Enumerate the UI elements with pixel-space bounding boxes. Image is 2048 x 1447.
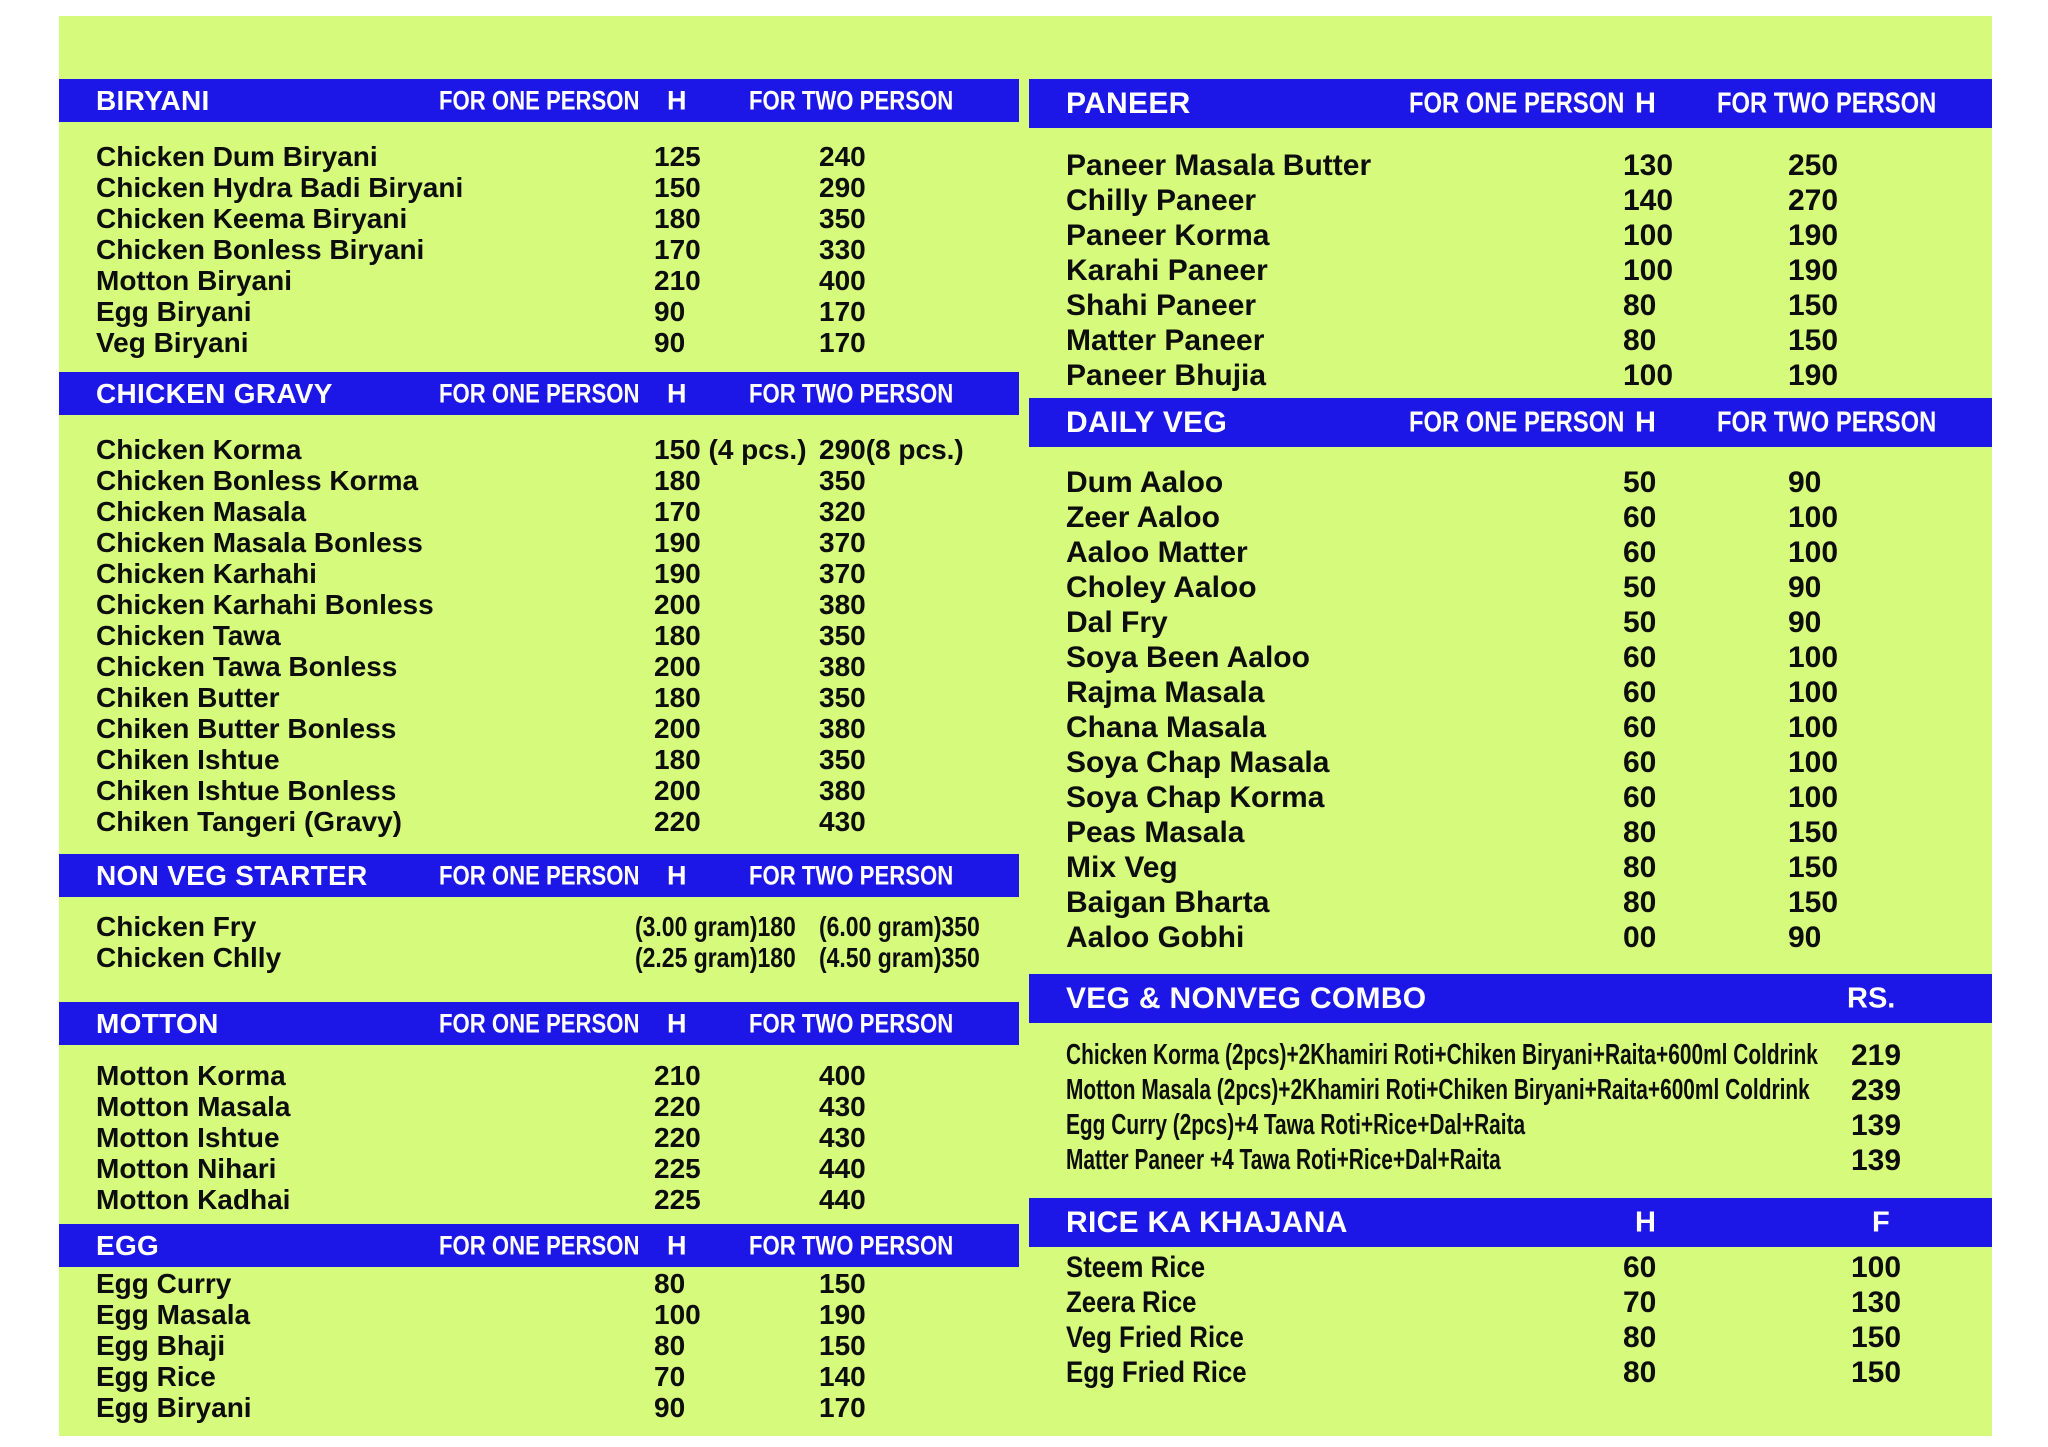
item-price-two: 90 [1788, 921, 1822, 954]
list-item [59, 558, 1019, 589]
list-item [1029, 710, 1992, 745]
list-item [59, 265, 1019, 296]
list-item [59, 1299, 1019, 1330]
item-price-two: 100 [1788, 746, 1839, 779]
item-price-one: 50 [1623, 606, 1657, 639]
header-for-two-person: FOR TWO PERSON [1717, 406, 1937, 438]
section-title: RICE KA KHAJANA [1066, 1205, 1348, 1239]
item-price-one: 100 [1623, 219, 1674, 252]
list-item [59, 496, 1019, 527]
item-price-one: 80 [1623, 289, 1657, 322]
item-price-one: 60 [1623, 536, 1657, 569]
item-price-two: 170 [819, 296, 866, 327]
header-h: H [667, 1230, 687, 1260]
item-price-two: 440 [819, 1184, 866, 1215]
list-item [1029, 148, 1992, 183]
item-name: Zeera Rice [1066, 1286, 1197, 1319]
section-title: NON VEG STARTER [96, 859, 368, 891]
item-name: Choley Aaloo [1066, 571, 1257, 604]
item-name: Egg Biryani [96, 1392, 252, 1423]
item-price-half: 70 [1623, 1286, 1657, 1319]
item-price-two: 140 [819, 1361, 866, 1392]
section-header-bar [1029, 79, 1992, 128]
list-item [1029, 745, 1992, 780]
item-price-one: 80 [654, 1330, 686, 1361]
list-item [59, 775, 1019, 806]
item-name: Steem Rice [1066, 1251, 1206, 1284]
header-h: H [667, 1008, 687, 1038]
item-name: Paneer Masala Butter [1066, 149, 1372, 182]
list-item [59, 589, 1019, 620]
item-price-one: 80 [1623, 324, 1657, 357]
item-price-two: 350 [819, 620, 866, 651]
item-name: Zeer Aaloo [1066, 501, 1220, 534]
item-price-one: 130 [1623, 149, 1674, 182]
list-item [59, 434, 1019, 465]
item-name: Chicken Keema Biryani [96, 203, 408, 234]
item-name: Veg Fried Rice [1066, 1321, 1244, 1354]
header-for-one-person: FOR ONE PERSON [1409, 406, 1625, 438]
item-name: Egg Curry (2pcs)+4 Tawa Roti+Rice+Dal+Raita [1066, 1109, 1526, 1141]
item-price-two: 100 [1788, 781, 1839, 814]
item-price-one: (3.00 gram)180 [635, 911, 796, 942]
item-name: Motton Nihari [96, 1153, 277, 1184]
item-name: Baigan Bharta [1066, 886, 1270, 919]
section-header-bar [59, 1224, 1019, 1267]
item-price: 139 [1851, 1109, 1902, 1142]
item-price-two: 240 [819, 141, 866, 172]
item-price-one: 125 [654, 141, 701, 172]
item-name: Egg Fried Rice [1066, 1356, 1247, 1389]
item-price-two: 100 [1788, 711, 1839, 744]
item-name: Chicken Chlly [96, 942, 282, 973]
list-item [59, 713, 1019, 744]
header-for-two-person: FOR TWO PERSON [749, 1230, 954, 1260]
item-name: Motton Ishtue [96, 1122, 280, 1153]
item-price-two: 350 [819, 465, 866, 496]
header-for-two-person: FOR TWO PERSON [749, 860, 954, 890]
item-price-two: 440 [819, 1153, 866, 1184]
item-name: Chicken Dum Biryani [96, 141, 378, 172]
combo-name-wrap [1066, 1108, 1704, 1143]
list-item [1029, 358, 1992, 393]
item-name: Chiken Tangeri (Gravy) [96, 806, 403, 837]
item-price-two: (4.50 gram)350 [819, 942, 980, 973]
list-item [59, 1361, 1019, 1392]
item-price-full: 100 [1851, 1251, 1902, 1284]
list-item [59, 1392, 1019, 1423]
item-name: Chicken Korma (2pcs)+2Khamiri Roti+Chiken Biryani+Raita+600ml Coldrink [1066, 1039, 1818, 1071]
item-price-two-wrap [819, 942, 1015, 973]
item-name: Chiken Butter [96, 682, 280, 713]
item-price-half: 80 [1623, 1356, 1657, 1389]
header-for-two-person: FOR TWO PERSON [1717, 87, 1937, 119]
item-price-two-wrap [819, 911, 1015, 942]
list-item [59, 527, 1019, 558]
item-price-one: 80 [1623, 816, 1657, 849]
item-price-one: 80 [1623, 886, 1657, 919]
item-price-one: 80 [1623, 851, 1657, 884]
item-price-half: 60 [1623, 1251, 1657, 1284]
item-price-two: 190 [1788, 219, 1839, 252]
list-item [1029, 1250, 1992, 1285]
item-price-two: 150 [1788, 289, 1839, 322]
item-price-two: 380 [819, 775, 866, 806]
item-name: Motton Masala [96, 1091, 291, 1122]
item-price-one: 60 [1623, 676, 1657, 709]
header-for-one-person: FOR ONE PERSON [439, 85, 640, 115]
item-price-one: 190 [654, 527, 701, 558]
item-name: Motton Masala (2pcs)+2Khamiri Roti+Chiken Biryani+Raita+600ml Coldrink [1066, 1074, 1810, 1106]
item-price-two: 430 [819, 1091, 866, 1122]
header-for-one-person: FOR ONE PERSON [1409, 87, 1625, 119]
item-price-one: 60 [1623, 641, 1657, 674]
section-title: EGG [96, 1229, 160, 1261]
item-name: Karahi Paneer [1066, 254, 1268, 287]
list-item [59, 465, 1019, 496]
list-item [1029, 1285, 1992, 1320]
list-item [1029, 605, 1992, 640]
item-price: 239 [1851, 1074, 1902, 1107]
item-name: Chicken Fry [96, 911, 257, 942]
item-price-two: 430 [819, 806, 866, 837]
list-item [59, 1184, 1019, 1215]
item-name: Paneer Korma [1066, 219, 1270, 252]
list-item [1029, 885, 1992, 920]
list-item [59, 744, 1019, 775]
section-title: PANEER [1066, 86, 1191, 120]
combo-name-wrap [1066, 1143, 1670, 1178]
item-price-one: 150 (4 pcs.) [654, 434, 807, 465]
item-name: Matter Paneer +4 Tawa Roti+Rice+Dal+Raita [1066, 1144, 1501, 1176]
item-price-two: 90 [1788, 466, 1822, 499]
header-for-two-person: FOR TWO PERSON [749, 85, 954, 115]
item-name: Chicken Tawa [96, 620, 281, 651]
list-item [1029, 500, 1992, 535]
header-for-one-person: FOR ONE PERSON [439, 1230, 640, 1260]
item-name: Chicken Korma [96, 434, 302, 465]
list-item [1029, 323, 1992, 358]
item-price-one: 100 [654, 1299, 701, 1330]
header-for-two-person: FOR TWO PERSON [749, 378, 954, 408]
item-price-one: 225 [654, 1184, 701, 1215]
item-price-two: 380 [819, 589, 866, 620]
item-price-two: 100 [1788, 501, 1839, 534]
list-item [59, 203, 1019, 234]
item-price-full: 130 [1851, 1286, 1902, 1319]
item-name: Chicken Hydra Badi Biryani [96, 172, 464, 203]
item-price-two: 370 [819, 527, 866, 558]
item-price-two: 350 [819, 744, 866, 775]
list-item [1029, 570, 1992, 605]
header-for-one-person: FOR ONE PERSON [439, 1008, 640, 1038]
section-header-bar [59, 79, 1019, 122]
item-price-two: (6.00 gram)350 [819, 911, 980, 942]
item-name: Aaloo Matter [1066, 536, 1248, 569]
list-item [1029, 1108, 1992, 1143]
item-name: Motton Korma [96, 1060, 286, 1091]
section-title: CHICKEN GRAVY [96, 377, 333, 409]
list-item [1029, 780, 1992, 815]
item-price-two: 350 [819, 203, 866, 234]
item-price-two: 380 [819, 713, 866, 744]
item-name: Egg Bhaji [96, 1330, 226, 1361]
item-name: Egg Rice [96, 1361, 216, 1392]
section-title: MOTTON [96, 1007, 219, 1039]
item-price-one: 150 [654, 172, 701, 203]
list-item [59, 682, 1019, 713]
item-name: Peas Masala [1066, 816, 1245, 849]
item-price-one: 90 [654, 1392, 686, 1423]
item-name: Paneer Bhujia [1066, 359, 1267, 392]
section-title: DAILY VEG [1066, 405, 1228, 439]
list-item [1029, 465, 1992, 500]
item-name: Motton Biryani [96, 265, 292, 296]
list-item [1029, 1355, 1992, 1390]
list-item [1029, 253, 1992, 288]
item-name: Soya Chap Masala [1066, 746, 1330, 779]
item-price-two: 380 [819, 651, 866, 682]
item-price-two: 150 [1788, 851, 1839, 884]
item-price-two: 270 [1788, 184, 1839, 217]
item-price-two: 150 [1788, 324, 1839, 357]
item-price-one: 140 [1623, 184, 1674, 217]
item-price-two: 90 [1788, 606, 1822, 639]
list-item [1029, 1143, 1992, 1178]
list-item [59, 327, 1019, 358]
list-item [1029, 218, 1992, 253]
list-item [59, 806, 1019, 837]
list-item [59, 141, 1019, 172]
rice-name-wrap [1066, 1250, 1228, 1285]
item-name: Chicken Tawa Bonless [96, 651, 398, 682]
list-item [1029, 183, 1992, 218]
header-h: H [1635, 87, 1656, 119]
item-price-one: 50 [1623, 466, 1657, 499]
item-price-one: 80 [654, 1268, 686, 1299]
list-item [1029, 815, 1992, 850]
section-header-bar [1029, 974, 1992, 1023]
list-item [1029, 640, 1992, 675]
list-item [59, 296, 1019, 327]
section-header-bar [1029, 398, 1992, 447]
item-price-two: 150 [1788, 816, 1839, 849]
item-price-one: 210 [654, 265, 701, 296]
item-price-half: 80 [1623, 1321, 1657, 1354]
item-price-two: 330 [819, 234, 866, 265]
list-item [59, 620, 1019, 651]
section-header-bar [59, 1002, 1019, 1045]
list-item [59, 1330, 1019, 1361]
item-price-one: 170 [654, 234, 701, 265]
item-price-two: 170 [819, 1392, 866, 1423]
list-item [59, 1122, 1019, 1153]
header-rs: RS. [1847, 982, 1896, 1014]
item-price-one-wrap [635, 942, 831, 973]
item-price-two: 100 [1788, 536, 1839, 569]
item-price-one: 90 [654, 327, 686, 358]
item-price-one: 90 [654, 296, 686, 327]
item-name: Soya Chap Korma [1066, 781, 1325, 814]
item-price-two: 430 [819, 1122, 866, 1153]
item-name: Egg Masala [96, 1299, 251, 1330]
list-item [1029, 288, 1992, 323]
item-name: Motton Kadhai [96, 1184, 291, 1215]
item-name: Chilly Paneer [1066, 184, 1257, 217]
item-price-one: 70 [654, 1361, 686, 1392]
item-price-one: 220 [654, 1122, 701, 1153]
item-price: 219 [1851, 1039, 1902, 1072]
item-price-two: 100 [1788, 676, 1839, 709]
item-name: Soya Been Aaloo [1066, 641, 1310, 674]
section-header-bar [59, 372, 1019, 415]
item-name: Rajma Masala [1066, 676, 1265, 709]
item-price-two: 320 [819, 496, 866, 527]
list-item [59, 172, 1019, 203]
item-price-one: (2.25 gram)180 [635, 942, 796, 973]
list-item [59, 651, 1019, 682]
item-name: Chicken Karhahi Bonless [96, 589, 434, 620]
item-price-one: 100 [1623, 254, 1674, 287]
section-header-bar [1029, 1198, 1992, 1247]
list-item [1029, 675, 1992, 710]
header-for-two-person: FOR TWO PERSON [749, 1008, 954, 1038]
section-header-bar [59, 854, 1019, 897]
item-price-one: 60 [1623, 746, 1657, 779]
rice-name-wrap [1066, 1355, 1276, 1390]
item-price-two: 100 [1788, 641, 1839, 674]
item-price-one: 220 [654, 1091, 701, 1122]
header-h: H [667, 860, 687, 890]
item-name: Matter Paneer [1066, 324, 1265, 357]
list-item [1029, 1038, 1992, 1073]
item-price-one-wrap [635, 911, 831, 942]
item-name: Chicken Masala Bonless [96, 527, 423, 558]
item-name: Egg Biryani [96, 296, 252, 327]
header-h: H [667, 85, 687, 115]
item-price-one: 60 [1623, 711, 1657, 744]
item-price-one: 100 [1623, 359, 1674, 392]
item-price-two: 150 [819, 1268, 866, 1299]
item-price-one: 180 [654, 465, 701, 496]
item-price-two: 150 [819, 1330, 866, 1361]
item-price-one: 220 [654, 806, 701, 837]
item-price-one: 50 [1623, 571, 1657, 604]
rice-name-wrap [1066, 1285, 1218, 1320]
item-price-two: 190 [819, 1299, 866, 1330]
item-price-one: 60 [1623, 781, 1657, 814]
item-name: Veg Biryani [96, 327, 249, 358]
list-item [1029, 920, 1992, 955]
item-price-one: 200 [654, 589, 701, 620]
item-name: Chicken Masala [96, 496, 307, 527]
item-name: Mix Veg [1066, 851, 1178, 884]
item-price-full: 150 [1851, 1321, 1902, 1354]
item-name: Dum Aaloo [1066, 466, 1224, 499]
item-price-full: 150 [1851, 1356, 1902, 1389]
header-half: H [1635, 1206, 1656, 1238]
item-name: Chicken Karhahi [96, 558, 317, 589]
menu-board [59, 16, 1992, 1436]
item-price-two: 370 [819, 558, 866, 589]
list-item [59, 942, 1019, 973]
header-h: H [667, 378, 687, 408]
item-price-one: 180 [654, 620, 701, 651]
item-name: Dal Fry [1066, 606, 1168, 639]
header-for-one-person: FOR ONE PERSON [439, 378, 640, 408]
item-price-one: 190 [654, 558, 701, 589]
item-price-two: 290(8 pcs.) [819, 434, 964, 465]
item-name: Chiken Ishtue [96, 744, 280, 775]
item-price-one: 210 [654, 1060, 701, 1091]
header-full: F [1872, 1206, 1890, 1238]
item-price-two: 250 [1788, 149, 1839, 182]
list-item [1029, 1073, 1992, 1108]
item-name: Chicken Bonless Korma [96, 465, 419, 496]
item-price-two: 150 [1788, 886, 1839, 919]
list-item [59, 1091, 1019, 1122]
item-price-two: 400 [819, 265, 866, 296]
item-name: Chana Masala [1066, 711, 1267, 744]
item-price: 139 [1851, 1144, 1902, 1177]
item-price-one: 180 [654, 203, 701, 234]
item-name: Egg Curry [96, 1268, 232, 1299]
item-price-one: 00 [1623, 921, 1657, 954]
item-price-one: 180 [654, 682, 701, 713]
list-item [59, 1060, 1019, 1091]
item-price-one: 200 [654, 651, 701, 682]
item-price-one: 170 [654, 496, 701, 527]
list-item [59, 1268, 1019, 1299]
item-name: Chiken Ishtue Bonless [96, 775, 397, 806]
list-item [1029, 1320, 1992, 1355]
list-item [59, 234, 1019, 265]
section-title: VEG & NONVEG COMBO [1066, 981, 1427, 1015]
rice-name-wrap [1066, 1320, 1273, 1355]
item-name: Chicken Bonless Biryani [96, 234, 425, 265]
item-price-two: 190 [1788, 254, 1839, 287]
section-title: BIRYANI [96, 84, 210, 116]
list-item [59, 1153, 1019, 1184]
item-name: Aaloo Gobhi [1066, 921, 1245, 954]
item-price-one: 200 [654, 775, 701, 806]
list-item [1029, 535, 1992, 570]
item-price-two: 190 [1788, 359, 1839, 392]
header-h: H [1635, 406, 1656, 438]
item-price-two: 350 [819, 682, 866, 713]
item-price-two: 90 [1788, 571, 1822, 604]
item-price-two: 170 [819, 327, 866, 358]
item-price-two: 290 [819, 172, 866, 203]
item-price-one: 225 [654, 1153, 701, 1184]
item-name: Shahi Paneer [1066, 289, 1257, 322]
list-item [59, 911, 1019, 942]
item-price-two: 400 [819, 1060, 866, 1091]
item-price-one: 200 [654, 713, 701, 744]
item-name: Chiken Butter Bonless [96, 713, 397, 744]
list-item [1029, 850, 1992, 885]
header-for-one-person: FOR ONE PERSON [439, 860, 640, 890]
item-price-one: 180 [654, 744, 701, 775]
item-price-one: 60 [1623, 501, 1657, 534]
